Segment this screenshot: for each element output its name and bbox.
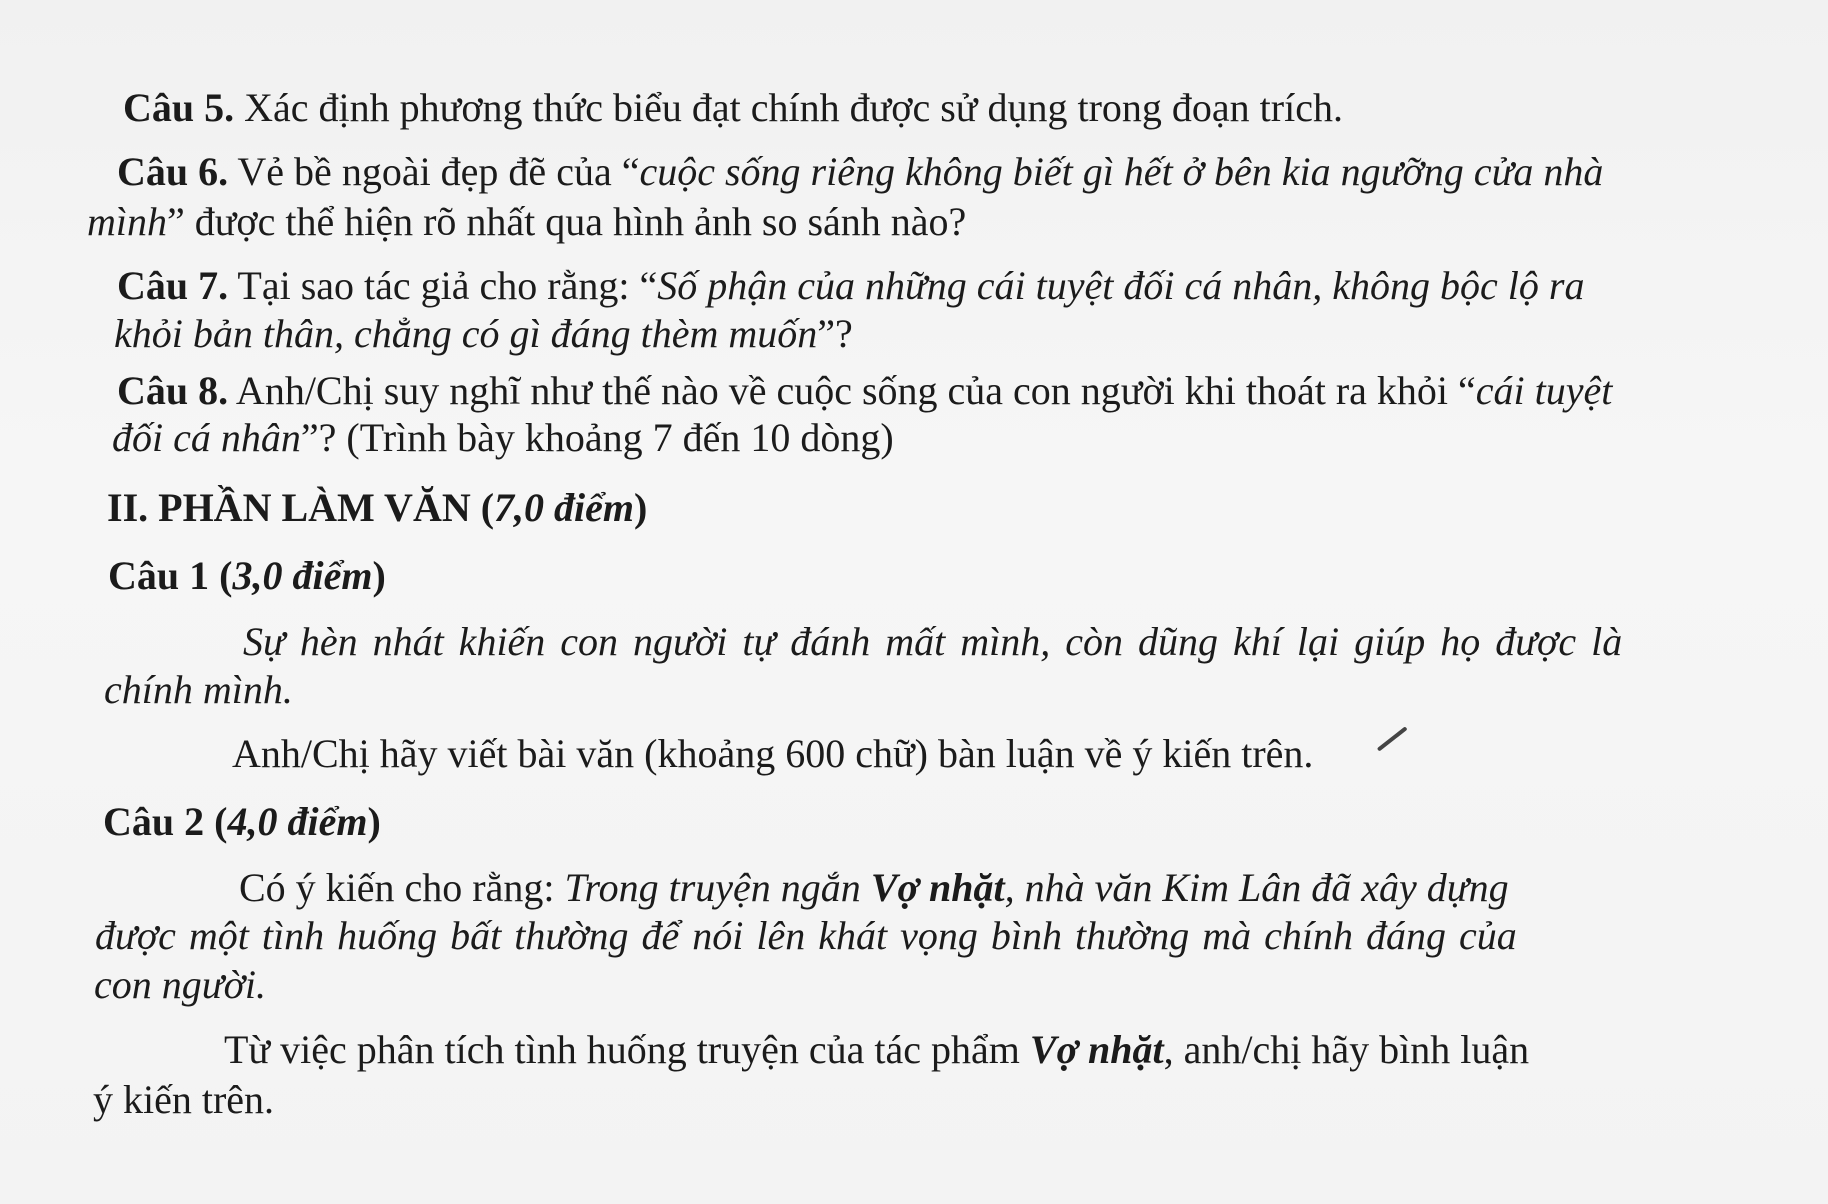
question-5-text: Xác định phương thức biểu đạt chính được sử dụng trong đoạn trích. <box>234 85 1343 130</box>
essay-1-quote-part-1: Sự hèn nhát khiến con người tự đánh mất mình, còn dũng khí lại giúp họ được là <box>243 619 1623 664</box>
essay-1-quote-line-1 <box>243 618 1622 666</box>
essay-2-label: Câu 2 ( <box>103 799 228 844</box>
question-8-ending: ”? (Trình bày khoảng 7 đến 10 dòng) <box>300 415 894 460</box>
essay-2-paragraph-1-line-1 <box>239 864 1509 912</box>
question-7-quote-part-2: khỏi bản thân, chẳng có gì đáng thèm muốn <box>114 311 818 356</box>
pen-stroke-mark <box>1377 726 1408 751</box>
essay-2-task-part-1: Từ việc phân tích tình huống truyện của tác phẩm <box>224 1027 1030 1072</box>
essay-2-paragraph-2-line-2 <box>93 1076 274 1124</box>
essay-1-points: 3,0 điểm <box>232 553 373 598</box>
essay-2-paragraph-2-line-1 <box>224 1026 1529 1074</box>
essay-2-paragraph-1-line-3 <box>94 961 266 1009</box>
section-2-points: 7,0 điểm <box>494 485 635 530</box>
question-8-intro: Anh/Chị suy nghĩ như thế nào về cuộc sống của con người khi thoát ra khỏi “ <box>228 368 1476 413</box>
question-6-intro: Vẻ bề ngoài đẹp đẽ của “ <box>228 149 640 194</box>
question-6-label: Câu 6. <box>117 149 229 194</box>
question-8-quote-part-1: cái tuyệt <box>1475 368 1613 413</box>
essay-2-claim-part-2: , nhà văn Kim Lân đã xây dựng <box>1004 865 1509 910</box>
question-7-intro: Tại sao tác giả cho rằng: “ <box>228 263 658 308</box>
essay-1-task-text: Anh/Chị hãy viết bài văn (khoảng 600 chữ) bàn luận về ý kiến trên. <box>232 731 1314 776</box>
question-8-quote-part-2: đối cá nhân <box>112 415 301 460</box>
essay-2-claim-part-1: Trong truyện ngắn <box>564 865 871 910</box>
question-5 <box>123 84 1343 132</box>
essay-2-heading <box>103 798 381 846</box>
essay-1-quote-line-2 <box>104 666 293 714</box>
essay-2-task-work-title: Vợ nhặt <box>1029 1027 1164 1072</box>
question-6-quote-part-2: mình <box>87 199 167 244</box>
question-8-label: Câu 8. <box>117 368 229 413</box>
essay-1-heading <box>108 552 386 600</box>
question-8-line-2 <box>112 414 894 462</box>
essay-2-task-part-2: , anh/chị hãy bình luận <box>1163 1027 1530 1072</box>
section-2-heading <box>107 484 647 532</box>
question-6-quote-part-1: cuộc sống riêng không biết gì hết ở bên kia ngưỡng cửa nhà <box>639 149 1604 194</box>
essay-1-quote-part-2: chính mình. <box>104 667 293 712</box>
question-7-line-1 <box>117 262 1584 310</box>
essay-2-task-part-3: ý kiến trên. <box>93 1077 275 1122</box>
question-6-line-2 <box>87 198 966 246</box>
essay-1-close: ) <box>372 553 386 598</box>
question-6-line-1 <box>117 148 1603 196</box>
question-6-ending: ” được thể hiện rõ nhất qua hình ảnh so sánh nào? <box>167 199 967 244</box>
essay-2-close: ) <box>367 799 381 844</box>
essay-2-intro: Có ý kiến cho rằng: <box>239 865 565 910</box>
essay-2-claim-part-4: con người. <box>94 962 267 1007</box>
essay-1-task <box>232 730 1313 778</box>
essay-1-label: Câu 1 ( <box>108 553 233 598</box>
question-7-quote-part-1: Số phận của những cái tuyệt đối cá nhân, không bộc lộ ra <box>657 263 1585 308</box>
essay-2-work-title: Vợ nhặt <box>870 865 1005 910</box>
question-7-label: Câu 7. <box>117 263 229 308</box>
question-5-label: Câu 5. <box>123 85 235 130</box>
essay-2-claim-part-3: được một tình huống bất thường để nói lên khát vọng bình thường mà chính đáng của <box>95 913 1517 958</box>
section-2-title: II. PHẦN LÀM VĂN ( <box>107 485 495 530</box>
question-8-line-1 <box>117 367 1612 415</box>
question-7-ending: ”? <box>817 311 853 356</box>
essay-2-paragraph-1-line-2 <box>95 912 1517 960</box>
section-2-close: ) <box>634 485 648 530</box>
question-7-line-2 <box>114 310 853 358</box>
essay-2-points: 4,0 điểm <box>227 799 368 844</box>
